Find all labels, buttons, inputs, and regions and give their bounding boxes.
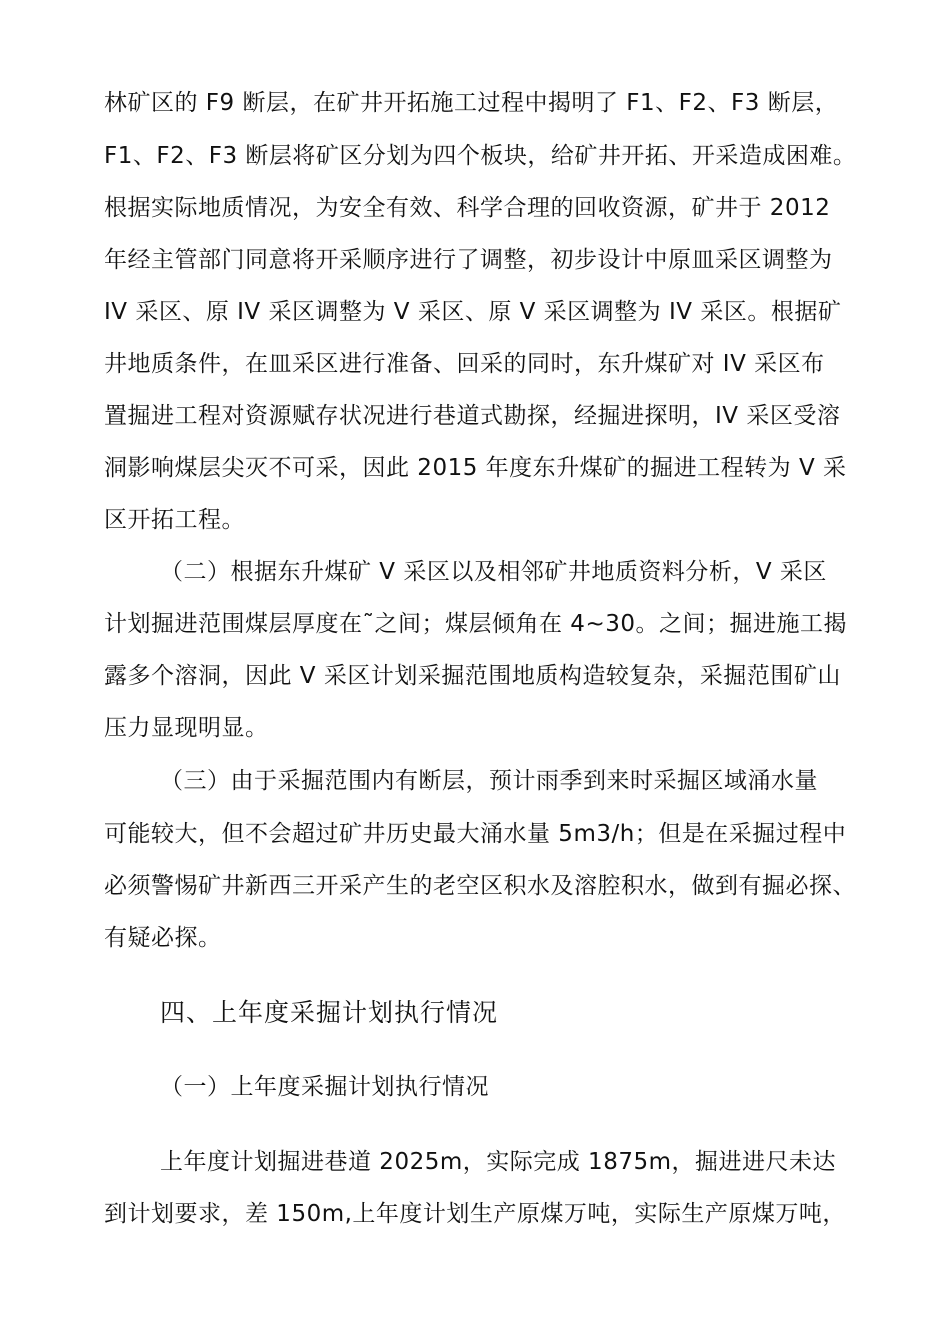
subsection-heading: （一）上年度采掘计划执行情况 <box>160 1074 489 1100</box>
text-line: 置掘进工程对资源赋存状况进行巷道式勘探，经掘进探明，IV 采区受溶 <box>104 403 841 429</box>
text-line: 有疑必探。 <box>104 925 222 951</box>
text-line: F1、F2、F3 断层将矿区分划为四个板块，给矿井开拓、开采造成困难。 <box>104 143 857 169</box>
text-line: 到计划要求，差 150m,上年度计划生产原煤万吨，实际生产原煤万吨， <box>104 1201 846 1227</box>
text-line: 根据实际地质情况，为安全有效、科学合理的回收资源，矿井于 2012 <box>104 195 831 221</box>
text-line: 上年度计划掘进巷道 2025m，实际完成 1875m，掘进进尺未达 <box>160 1149 836 1175</box>
text-line: （三）由于采掘范围内有断层，预计雨季到来时采掘区域涌水量 <box>160 768 818 794</box>
text-line: 年经主管部门同意将开采顺序进行了调整，初步设计中原皿采区调整为 <box>104 247 833 273</box>
text-line: 露多个溶洞，因此 V 采区计划采掘范围地质构造较复杂，采掘范围矿山 <box>104 663 841 689</box>
text-line: 洞影响煤层尖灭不可采，因此 2015 年度东升煤矿的掘进工程转为 V 采 <box>104 455 847 481</box>
text-line: （二）根据东升煤矿 V 采区以及相邻矿井地质资料分析，V 采区 <box>160 559 827 585</box>
text-line: 区开拓工程。 <box>104 507 245 533</box>
text-line: 林矿区的 F9 断层，在矿井开拓施工过程中揭明了 F1、F2、F3 断层， <box>104 90 839 116</box>
text-line: 计划掘进范围煤层厚度在˜之间；煤层倾角在 4~30。之间；掘进施工揭 <box>104 611 847 637</box>
text-line: 必须警惕矿井新西三开采产生的老空区积水及溶腔积水，做到有掘必探、 <box>104 873 856 899</box>
text-line: 井地质条件，在皿采区进行准备、回采的同时，东升煤矿对 IV 采区布 <box>104 351 825 377</box>
text-line: 可能较大，但不会超过矿井历史最大涌水量 5m3/h；但是在采掘过程中 <box>104 821 847 847</box>
text-line: IV 采区、原 IV 采区调整为 V 采区、原 V 采区调整为 IV 采区。根据矿 <box>104 299 842 325</box>
text-line: 压力显现明显。 <box>104 715 269 741</box>
section-heading: 四、上年度采掘计划执行情况 <box>160 998 499 1027</box>
